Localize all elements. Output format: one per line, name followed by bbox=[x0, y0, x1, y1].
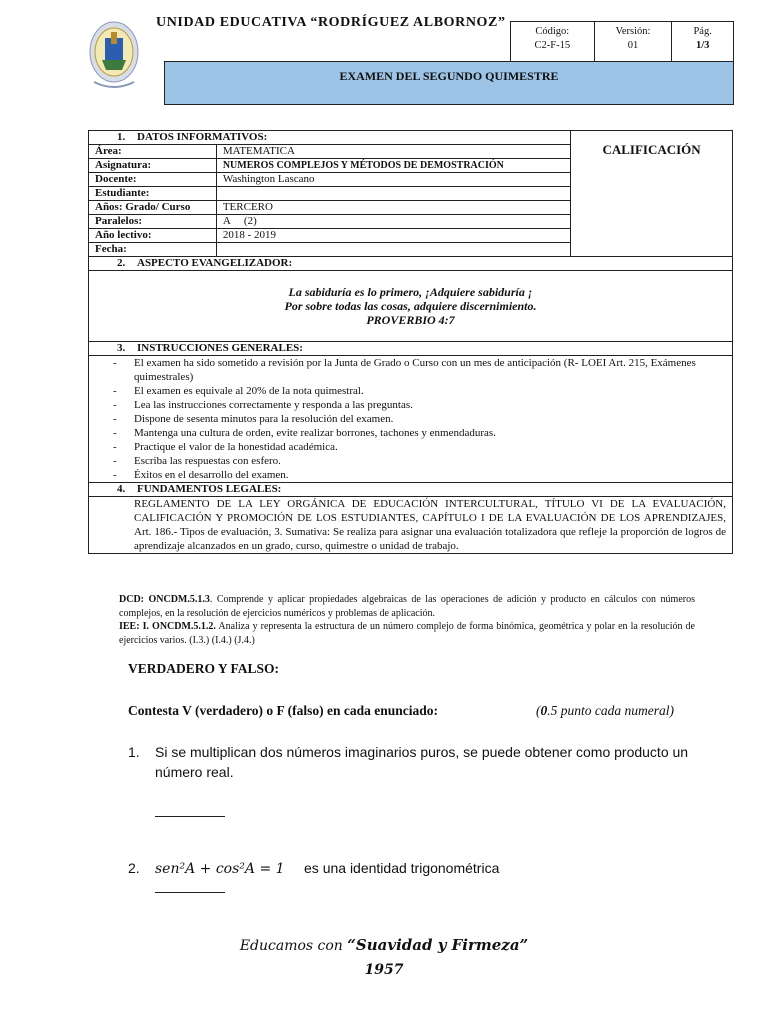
field-row: Estudiante: bbox=[89, 187, 733, 201]
dcd-line: DCD: ONCDM.5.1.3. Comprende y aplicar propiedades algebraicas de las operaciones de adición y producto en cálculos con números complejos, en la resolución de ejercicios numéricos y problemas de aplicación. bbox=[119, 594, 695, 619]
list-item: - El examen ha sido sometido a revisión por la Junta de Grado o Curso con un mes de anticipación (R- LOEI Art. 215, Exámenes quimestrales) bbox=[113, 357, 696, 383]
info-table bbox=[88, 130, 733, 554]
version-cell bbox=[594, 22, 672, 62]
school-name: UNIDAD EDUCATIVA “RODRÍGUEZ ALBORNOZ” bbox=[156, 15, 506, 30]
exam-title-banner bbox=[164, 61, 734, 105]
instructions-cell bbox=[89, 356, 733, 483]
section-datos-header: 1. DATOS INFORMATIVOS: bbox=[89, 131, 571, 145]
proverb-quote: La sabiduría es lo primero, ¡Adquiere sabiduría ¡ Por sobre todas las cosas, adquiere discernimiento. PROVERBIO 4:7 bbox=[89, 271, 733, 342]
codigo-label: Código: bbox=[535, 26, 570, 37]
answer-blank-1[interactable] bbox=[155, 816, 225, 817]
footer-year: 1957 bbox=[364, 962, 404, 978]
list-item: - Escriba las respuestas con esfero. bbox=[113, 455, 281, 467]
date-field[interactable] bbox=[216, 243, 570, 257]
exam-title: EXAMEN DEL SEGUNDO QUIMESTRE bbox=[339, 69, 559, 83]
document-meta-table bbox=[510, 21, 734, 62]
field-row: Paralelos: A (2) bbox=[89, 215, 733, 229]
question-instruction: Contesta V (verdadero) o F (falso) en cada enunciado: bbox=[128, 703, 438, 718]
list-item: - Practique el valor de la honestidad académica. bbox=[113, 441, 338, 453]
codigo-value: C2-F-15 bbox=[534, 40, 571, 51]
points-note: (0.5 punto cada numeral) bbox=[536, 703, 674, 718]
version-label: Versión: bbox=[615, 26, 651, 37]
field-row: Año lectivo: 2018 - 2019 bbox=[89, 229, 733, 243]
answer-blank-2[interactable] bbox=[155, 892, 225, 893]
field-row: Fecha: bbox=[89, 243, 733, 257]
list-item: - Lea las instrucciones correctamente y responda a las preguntas. bbox=[113, 399, 413, 411]
footer-motto: Educamos con “Suavidad y Firmeza” bbox=[239, 936, 529, 954]
codigo-cell bbox=[511, 22, 595, 62]
question-2: 2. sen²A + cos²A = 1 es una identidad trigonométrica bbox=[128, 860, 500, 877]
page-cell bbox=[672, 22, 734, 62]
list-item: - Dispone de sesenta minutos para la resolución del examen. bbox=[113, 413, 394, 425]
field-row: Área: MATEMATICA bbox=[89, 145, 733, 159]
list-item: - Mantenga una cultura de orden, evite realizar borrones, tachones y enmendaduras. bbox=[113, 427, 496, 439]
section-instrucciones-header: 3. INSTRUCCIONES GENERALES: bbox=[89, 342, 733, 356]
legal-text: REGLAMENTO DE LA LEY ORGÁNICA DE EDUCACIÓN INTERCULTURAL, TÍTULO VI DE LA EVALUACIÓN, CALIFICACIÓN Y PROMOCIÓN DE LOS ESTUDIANTES, CAPÍTULO I DE LA EVALUACIÓN DE LOS APRENDIZAJES, Art. 186.- Tipos de evaluación, 3. Sumativa: Se realiza para asignar una evaluación totalizadora que refleje la proporción de logros de aprendizaje alcanzados en un grado, curso, quimestre o unidad de trabajo. bbox=[89, 497, 733, 554]
list-item: - El examen es equivale al 20% de la nota quimestral. bbox=[113, 385, 364, 397]
version-value: 01 bbox=[627, 40, 639, 51]
instructions-list bbox=[89, 356, 732, 482]
field-row: Años: Grado/ Curso TERCERO bbox=[89, 201, 733, 215]
list-item: - Éxitos en el desarrollo del examen. bbox=[113, 469, 289, 481]
section-fundamentos-header: 4. FUNDAMENTOS LEGALES: bbox=[89, 483, 733, 497]
field-row: Docente: Washington Lascano bbox=[89, 173, 733, 187]
field-row: Asignatura: NUMEROS COMPLEJOS Y MÉTODOS DE DEMOSTRACIÓN bbox=[89, 159, 733, 173]
trig-formula: sen²A + cos²A = 1 bbox=[155, 861, 285, 877]
section-evangelizador-header: 2. ASPECTO EVANGELIZADOR: bbox=[89, 257, 733, 271]
student-name-field[interactable] bbox=[216, 187, 570, 201]
calificacion-box: CALIFICACIÓN bbox=[571, 131, 733, 257]
iee-line: IEE: I. ONCDM.5.1.2. Analiza y representa la estructura de un número complejo de forma binómica, geométrica y polar en la resolución de ejercicios varios. (I.3.) (I.4.) (J.4.) bbox=[119, 621, 695, 646]
page-value: 1/3 bbox=[695, 40, 710, 51]
competencies-block bbox=[119, 593, 695, 647]
page-label: Pág. bbox=[693, 26, 712, 37]
school-logo bbox=[88, 18, 140, 94]
question-1: 1. Si se multiplican dos números imaginarios puros, se puede obtener como producto un número real. bbox=[128, 744, 689, 780]
section-title: VERDADERO Y FALSO: bbox=[128, 661, 280, 676]
